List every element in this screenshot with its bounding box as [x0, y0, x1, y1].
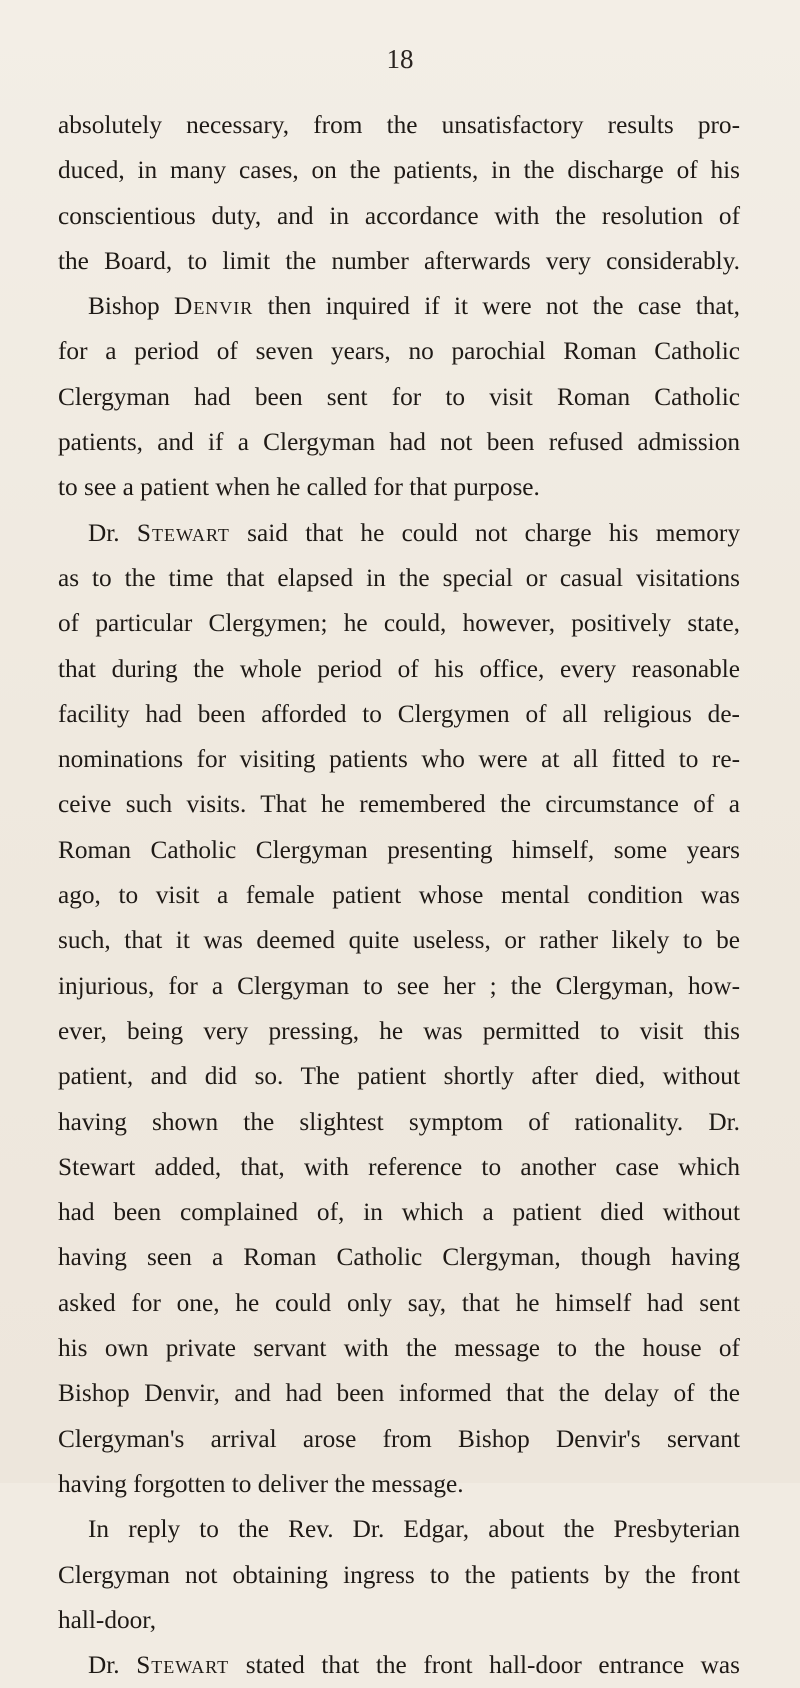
text-line: nominations for visiting patients who were at all fitted to re- [58, 745, 740, 774]
page-number: 18 [386, 44, 414, 74]
small-caps-name: Stewart [136, 518, 230, 547]
text-line: such, that it was deemed quite useless, or rather likely to be [58, 926, 740, 955]
text-line: patient, and did so. The patient shortly after died, without [58, 1062, 740, 1091]
text-line: hall-door, [58, 1605, 157, 1634]
text-line: to see a patient when he called for that purpose. [58, 473, 540, 502]
text-line: Roman Catholic Clergyman presenting himself, some years [58, 835, 740, 864]
small-caps-name: Denvir [174, 292, 254, 321]
text-fragment: Dr. [88, 518, 137, 547]
text-line: Bishop Denvir, and had been informed that the delay of the [58, 1379, 740, 1408]
text-line: for a period of seven years, no parochial Roman Catholic [58, 337, 740, 366]
text-line [58, 511, 740, 556]
text-line: of particular Clergymen; he could, however, positively state, [58, 609, 740, 638]
text-line: his own private servant with the message to the house of [58, 1334, 740, 1363]
text-line: ago, to visit a female patient whose mental condition was [58, 881, 740, 910]
small-caps-name: Stewart [136, 1651, 230, 1680]
body-text [58, 103, 740, 1688]
text-line [58, 1643, 740, 1688]
text-fragment: stated that the front hall-door entrance was [229, 1651, 740, 1680]
text-line: conscientious duty, and in accordance with the resolution of [58, 201, 740, 230]
text-fragment: said that he could not charge his memory [229, 518, 740, 547]
text-line [58, 284, 740, 329]
text-line: had been complained of, in which a patient died without [58, 1198, 740, 1227]
text-line: injurious, for a Clergyman to see her ; the Clergyman, how- [58, 971, 740, 1000]
text-line: Clergyman's arrival arose from Bishop Denvir's servant [58, 1424, 740, 1453]
text-line: Stewart added, that, with reference to another case which [58, 1152, 740, 1181]
text-line: ceive such visits. That he remembered the circumstance of a [58, 790, 740, 819]
text-line: having forgotten to deliver the message. [58, 1469, 464, 1498]
text-line: having shown the slightest symptom of rationality. Dr. [58, 1107, 740, 1136]
text-line: absolutely necessary, from the unsatisfactory results pro- [58, 111, 740, 139]
text-line: facility had been afforded to Clergymen of all religious de- [58, 699, 740, 728]
text-line: asked for one, he could only say, that he himself had sent [58, 1288, 740, 1317]
text-line: In reply to the Rev. Dr. Edgar, about the Presbyterian [88, 1515, 740, 1544]
text-fragment: Bishop [88, 292, 175, 321]
text-line: patients, and if a Clergyman had not been refused admission [58, 428, 740, 457]
text-fragment: Dr. [88, 1651, 137, 1680]
text-line: duced, in many cases, on the patients, in the discharge of his [58, 156, 740, 185]
text-line: ever, being very pressing, he was permitted to visit this [58, 1016, 740, 1045]
text-line: Clergyman had been sent for to visit Roman Catholic [58, 382, 740, 411]
text-line: that during the whole period of his office, every reasonable [58, 654, 740, 683]
text-fragment: then inquired if it were not the case that, [253, 292, 740, 321]
text-line: Clergyman not obtaining ingress to the patients by the front [58, 1560, 740, 1589]
text-line: as to the time that elapsed in the special or casual visitations [58, 563, 740, 592]
text-line: having seen a Roman Catholic Clergyman, though having [58, 1243, 740, 1272]
text-line: the Board, to limit the number afterwards very considerably. [58, 246, 740, 275]
